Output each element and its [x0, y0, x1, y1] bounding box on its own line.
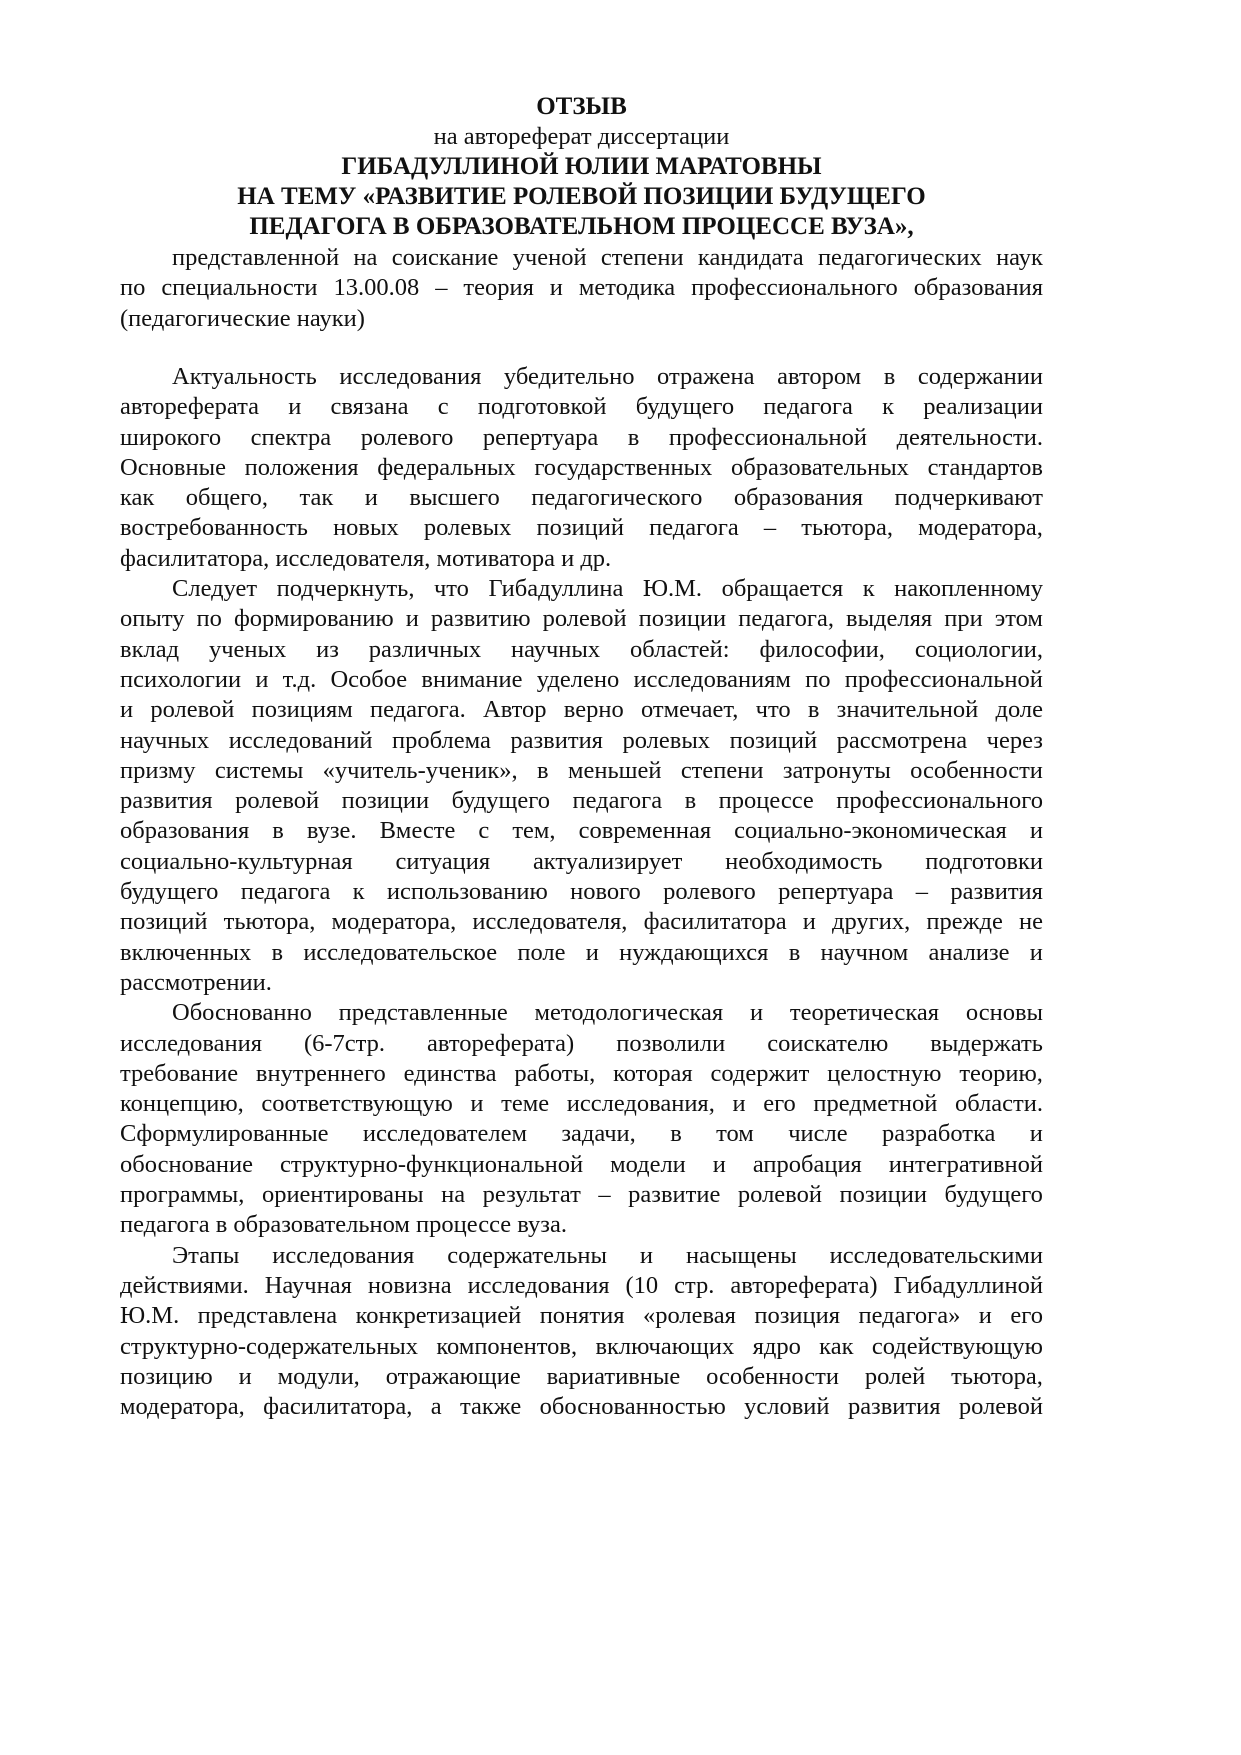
paragraph — [120, 362, 1043, 574]
paragraph-line: структурно-содержательных компонентов, включающих ядро как содействующую — [120, 1332, 1043, 1360]
document-title: ОТЗЫВ — [536, 93, 627, 120]
intro-block — [120, 243, 1043, 334]
paragraph-line: образования в вузе. Вместе с тем, современная социально-экономическая и — [120, 817, 1043, 845]
paragraph-line: Этапы исследования содержательны и насыщены исследовательскими — [172, 1241, 1043, 1269]
paragraph-line: как общего, так и высшего педагогического образования подчеркивают — [120, 484, 1043, 512]
topic-line-1: НА ТЕМУ «РАЗВИТИЕ РОЛЕВОЙ ПОЗИЦИИ БУДУЩЕГО — [237, 183, 926, 210]
paragraph-line: позицию и модули, отражающие вариативные особенности ролей тьютора, — [120, 1362, 1043, 1390]
paragraph-line: требование внутреннего единства работы, которая содержит целостную теорию, — [120, 1059, 1043, 1087]
paragraph-line: модератора, фасилитатора, а также обоснованностью условий развития ролевой — [120, 1393, 1043, 1421]
author-name: ГИБАДУЛЛИНОЙ ЮЛИИ МАРАТОВНЫ — [341, 153, 822, 180]
paragraph-line: психологии и т.д. Особое внимание уделено исследованиям по профессиональной — [120, 665, 1043, 693]
paragraph-line: востребованность новых ролевых позиций педагога – тьютора, модератора, — [120, 514, 1043, 542]
paragraph-line: Сформулированные исследователем задачи, в том числе разработка и — [120, 1120, 1043, 1148]
paragraph — [120, 998, 1043, 1240]
intro-line: по специальности 13.00.08 – теория и методика профессионального образования — [120, 274, 1043, 302]
paragraph-line: Актуальность исследования убедительно отражена автором в содержании — [172, 363, 1043, 390]
paragraph-line: педагога в образовательном процессе вуза. — [120, 1211, 567, 1239]
paragraph-line: Обоснованно представленные методологическая и теоретическая основы — [172, 999, 1043, 1027]
paragraph-line: включенных в исследовательское поле и нуждающихся в научном анализе и — [120, 938, 1043, 966]
paragraph-line: концепцию, соответствующую и теме исследования, и его предметной области. — [120, 1090, 1043, 1118]
paragraph-line: обоснование структурно-функциональной модели и апробация интегративной — [120, 1150, 1043, 1178]
paragraph — [120, 574, 1043, 998]
paragraph-line: широкого спектра ролевого репертуара в профессиональной деятельности. — [120, 423, 1043, 451]
paragraph-line: Ю.М. представлена конкретизацией понятия «ролевая позиция педагога» и его — [120, 1302, 1043, 1330]
paragraph-line: будущего педагога к использованию нового ролевого репертуара – развития — [120, 878, 1043, 906]
paragraph-line: Основные положения федеральных государственных образовательных стандартов — [120, 453, 1043, 481]
paragraph-line: программы, ориентированы на результат – развитие ролевой позиции будущего — [120, 1181, 1043, 1209]
document-subtitle: на автореферат диссертации — [433, 123, 730, 150]
intro-line: (педагогические науки) — [120, 304, 365, 332]
paragraph-line: действиями. Научная новизна исследования (10 стр. автореферата) Гибадуллиной — [120, 1271, 1043, 1299]
paragraph-line: опыту по формированию и развитию ролевой позиции педагога, выделяя при этом — [120, 605, 1043, 633]
paragraph-line: и ролевой позициям педагога. Автор верно отмечает, что в значительной доле — [120, 696, 1043, 724]
paragraph-line: рассмотрении. — [120, 968, 272, 996]
paragraph-line: исследования (6-7стр. автореферата) позволили соискателю выдержать — [120, 1029, 1043, 1057]
paragraph-line: Следует подчеркнуть, что Гибадуллина Ю.М. обращается к накопленному — [172, 575, 1043, 603]
paragraph-line: вклад ученых из различных научных областей: философии, социологии, — [120, 635, 1043, 663]
topic-line-2: ПЕДАГОГА В ОБРАЗОВАТЕЛЬНОМ ПРОЦЕССЕ ВУЗА», — [249, 213, 914, 240]
paragraph-line: позиций тьютора, модератора, исследователя, фасилитатора и других, прежде не — [120, 908, 1043, 936]
paragraph-line: фасилитатора, исследователя, мотиватора и др. — [120, 544, 612, 572]
paragraph-line: призму системы «учитель-ученик», в меньшей степени затронуты особенности — [120, 756, 1043, 784]
paragraph-line: научных исследований проблема развития ролевых позиций рассмотрена через — [120, 726, 1043, 754]
paragraph-line: социально-культурная ситуация актуализирует необходимость подготовки — [120, 847, 1043, 875]
paragraph-line: развития ролевой позиции будущего педагога в процессе профессионального — [120, 787, 1043, 815]
review-body — [120, 362, 1043, 1422]
paragraph-line: автореферата и связана с подготовкой будущего педагога к реализации — [120, 393, 1043, 421]
paragraph — [120, 1241, 1043, 1423]
intro-line: представленной на соискание ученой степени кандидата педагогических наук — [172, 244, 1043, 271]
